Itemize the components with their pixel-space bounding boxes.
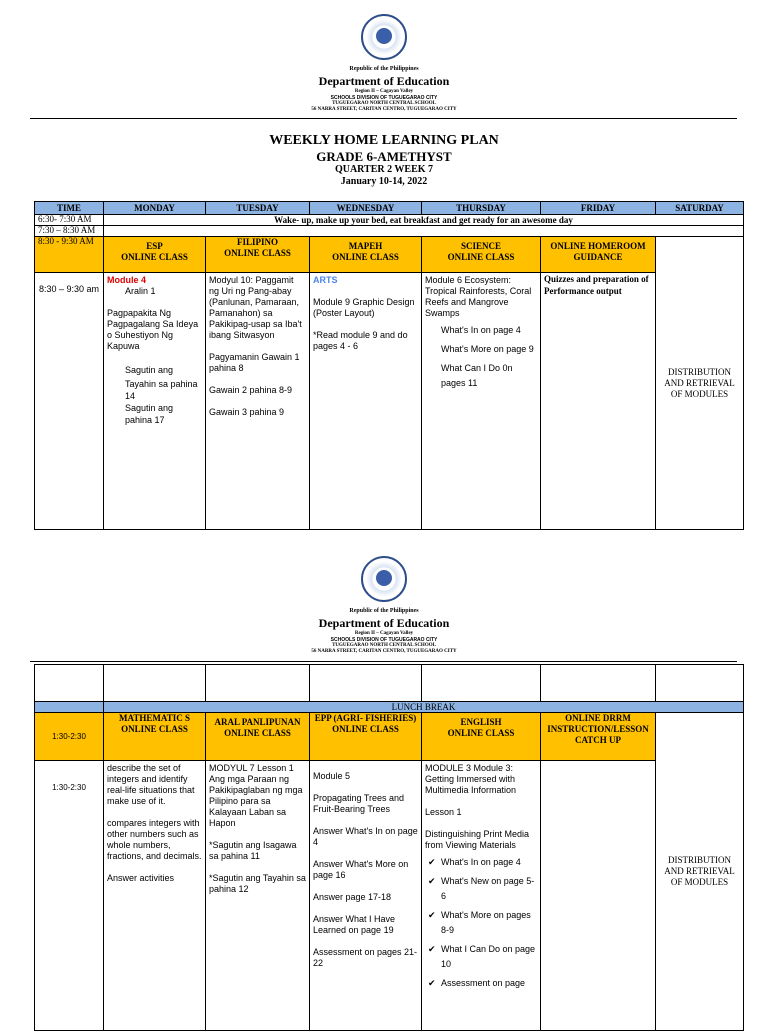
subject-drrm: ONLINE DRRM INSTRUCTION/LESSON CATCH UP [541,713,656,761]
lunch-break-label: LUNCH BREAK [104,702,744,713]
letterhead-top [0,14,768,113]
time-cell: 1:30-2:30 [35,761,104,1031]
lunch-row [35,702,744,713]
check-icon: ✔ [428,857,436,867]
friday-content [541,761,656,1031]
subject-araling-panlipunan: ARAL PANLIPUNAN ONLINE CLASS [206,713,310,761]
empty-cell [104,226,744,237]
time-cell: 7:30 – 8:30 AM [35,226,104,237]
col-friday: FRIDAY [541,202,656,215]
module-label: Module 4 [107,275,147,285]
monday-content: describe the set of integers and identify real-life situations that make use of it. compares integers with other numbers such as whole numbers, fractions, and decimals. Answer activities [104,761,206,1031]
department-title: Department of Education [318,616,450,630]
school-label: TUGUEGARAO NORTH CENTRAL SCHOOL [332,101,436,106]
time-cell: 8:30 - 9:30 AM [35,237,104,273]
deped-seal-icon [361,556,407,602]
saturday-distribution: DISTRIBUTION AND RETRIEVAL OF MODULES [656,237,744,530]
content-row [35,273,744,530]
time-cell: 1:30-2:30 [35,713,104,761]
address-label: 56 NARRA STREET, CARITAN CENTRO, TUGUEGARAO CITY [311,107,457,112]
monday-content: Module 4 Aralin 1 Pagpapakita Ng Pagpagalang Sa Ideya o Suhestiyon Ng Kapuwa Sagutin ang Tayahin sa pahina 14 Sagutin ang pahina 17 [104,273,206,530]
tuesday-content: Modyul 10: Paggamit ng Uri ng Pang-abay (Panlunan, Pamaraan, Pamanahon) sa Pakikipag-usap sa Iba't ibang Sitwasyon Pagyamanin Gawain 1 pahina 8 Gawain 2 pahina 8-9 Gawain 3 pahina 9 [206,273,310,530]
thursday-content: MODULE 3 Module 3: Getting Immersed with Multimedia Information Lesson 1 Distinguishing Print Media from Viewing Materials ✔ What's In on page 4 ✔ What's New on page 5-6 ✔ What's More on pages 8-9 ✔ What I Can Do on page 10 ✔ Assessment on page [422,761,541,1031]
wake-row [35,215,744,226]
letterhead-bottom [0,556,768,655]
time-cell: 6:30- 7:30 AM [35,215,104,226]
plan-title: WEEKLY HOME LEARNING PLAN [269,133,499,148]
check-icon: ✔ [428,944,436,954]
empty-cell [35,702,104,713]
subject-science: SCIENCE ONLINE CLASS [422,237,541,273]
time-cell: 8:30 – 9:30 am [35,273,104,530]
subject-row [35,713,744,761]
check-icon: ✔ [428,876,436,886]
plan-grade: GRADE 6-AMETHYST [316,149,452,164]
subject-homeroom: ONLINE HOMEROOM GUIDANCE [541,237,656,273]
header-divider [30,118,737,119]
column-header-row [35,202,744,215]
plan-quarter: QUARTER 2 WEEK 7 January 10-14, 2022 [334,164,434,187]
wednesday-content: ARTS Module 9 Graphic Design (Poster Layout) *Read module 9 and do pages 4 - 6 [310,273,422,530]
subject-mapeh: MAPEH ONLINE CLASS [310,237,422,273]
check-icon: ✔ [428,910,436,920]
saturday-distribution: DISTRIBUTION AND RETRIEVAL OF MODULES [656,713,744,1031]
subject-mathematics: MATHEMATIC S ONLINE CLASS [104,713,206,761]
empty-row [35,665,744,702]
subject-esp: ESP ONLINE CLASS [104,237,206,273]
region-label: Region II – Cagayan Valley [354,631,414,636]
col-tuesday: TUESDAY [206,202,310,215]
subject-epp: EPP (AGRI- FISHERIES) ONLINE CLASS [310,713,422,761]
department-title: Department of Education [318,74,450,88]
subject-row [35,237,744,273]
col-thursday: THURSDAY [422,202,541,215]
time-row [35,226,744,237]
division-label: SCHOOLS DIVISION OF TUGUEGARAO CITY [330,637,438,643]
friday-content: Quizzes and preparation of Performance output [541,273,656,530]
school-label: TUGUEGARAO NORTH CENTRAL SCHOOL [332,643,436,648]
col-time: TIME [35,202,104,215]
address-label: 56 NARRA STREET, CARITAN CENTRO, TUGUEGARAO CITY [311,649,457,654]
wednesday-content: Module 5 Propagating Trees and Fruit-Bearing Trees Answer What's In on page 4 Answer What's More on page 16 Answer page 17-18 Answer What I Have Learned on page 19 Assessment on pages 21-22 [310,761,422,1031]
col-monday: MONDAY [104,202,206,215]
arts-label: ARTS [313,275,338,285]
thursday-content: Module 6 Ecosystem: Tropical Rainforests, Coral Reefs and Mangrove Swamps What's In on page 4 What's More on page 9 What Can I Do 0n pages 11 [422,273,541,530]
division-label: SCHOOLS DIVISION OF TUGUEGARAO CITY [330,95,438,101]
header-divider [30,661,737,662]
wake-up-text: Wake- up, make up your bed, eat breakfast and get ready for an awesome day [104,215,744,226]
weekly-plan-table-morning [34,201,744,530]
republic-label: Republic of the Philippines [349,66,419,72]
col-saturday: SATURDAY [656,202,744,215]
region-label: Region II – Cagayan Valley [354,89,414,94]
republic-label: Republic of the Philippines [349,608,419,614]
tuesday-content: MODYUL 7 Lesson 1 Ang mga Paraan ng Pakikipaglaban ng mga Pilipino para sa Kalayaan Laban sa Hapon *Sagutin ang Isagawa sa pahina 11 *Sagutin ang Tayahin sa pahina 12 [206,761,310,1031]
weekly-plan-table-afternoon [34,664,744,1031]
deped-seal-icon [361,14,407,60]
check-icon: ✔ [428,978,436,988]
subject-filipino: FILIPINO ONLINE CLASS [206,237,310,273]
content-row [35,761,744,1031]
subject-english: ENGLISH ONLINE CLASS [422,713,541,761]
col-wednesday: WEDNESDAY [310,202,422,215]
